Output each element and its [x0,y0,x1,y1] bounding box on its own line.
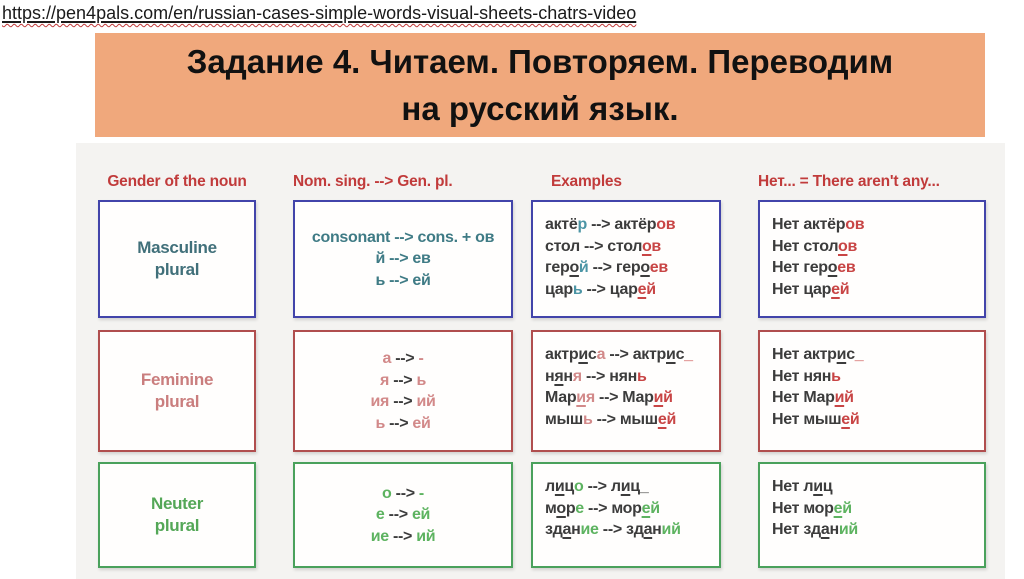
text-line: царь --> царей [545,280,656,298]
text-line: а --> - [382,350,424,367]
text-line: няня --> нянь [545,367,647,385]
text-line: consonant --> cons. + ов [311,228,495,246]
feminine-rules-box [293,330,513,452]
column-header-gender: Gender of the noun [107,173,247,190]
text-line: Нет лиц [772,478,833,495]
masculine-examples-box [531,200,721,318]
text-line: Мария --> Марий [545,389,673,406]
column-header-negation: Нет... = There aren't any... [758,173,940,190]
text-line: Нет актёров [772,216,865,233]
text-line: й --> ев [375,250,431,268]
page-url-wavy-underline [2,3,636,23]
feminine-negation-box [758,330,986,452]
text-line: о --> - [382,484,424,502]
grammar-table [98,143,986,568]
text-line: Neuter [150,494,204,513]
masculine-rules-box [293,200,513,318]
text-line: Нет царей [772,280,850,298]
text-line: Нет зданий [772,521,858,538]
text-line: море --> морей [545,499,660,517]
text-line: стол --> столов [545,237,661,255]
text-line: Masculine [137,238,217,257]
text-line: е --> ей [375,506,431,524]
feminine-examples-box [531,330,721,452]
title-banner [95,33,985,137]
neuter-rules-box [293,462,513,568]
column-header-rule: Nom. sing. --> Gen. pl. [293,173,453,190]
text-line: plural [154,392,200,411]
text-line: ь --> ей [375,271,431,289]
grammar-table-panel [76,143,1005,579]
text-line: Нет столов [772,237,858,255]
text-line: Нет нянь [772,367,841,385]
text-line: мышь --> мышей [545,410,676,428]
text-line: Нет морей [772,499,852,517]
text-line: Нет мышей [772,410,860,428]
text-line: plural [154,260,200,279]
page-url[interactable] [2,3,636,24]
text-line: Нет Марий [772,389,854,406]
masculine-negation-box [758,200,986,318]
neuter-examples-box [531,462,721,568]
text-line: ия --> ий [370,393,436,410]
feminine-gender-box [98,330,256,452]
title-line-1: Задание 4. Читаем. Повторяем. Переводим [186,43,894,80]
text-line: Нет актрис_ [772,346,864,363]
text-line: актриса --> актрис_ [545,346,693,363]
text-line: Feminine [140,370,214,389]
title-line-2: на русский язык. [401,90,679,127]
neuter-gender-box [98,462,256,568]
text-line: здание --> зданий [545,521,681,538]
text-line: plural [154,516,200,535]
page-url-text: https://pen4pals.com/en/russian-cases-simple-words-visual-sheets-chatrs-video [2,3,637,23]
text-line: я --> ь [380,371,426,389]
column-header-examples: Examples [551,173,622,190]
text-line: лицо --> лиц_ [545,478,649,495]
neuter-negation-box [758,462,986,568]
text-line: ие --> ий [370,527,436,545]
text-line: Нет героев [772,259,856,276]
masculine-gender-box [98,200,256,318]
text-line: актёр --> актёров [545,216,676,233]
text-line: ь --> ей [375,414,431,432]
text-line: герой --> героев [545,259,668,276]
